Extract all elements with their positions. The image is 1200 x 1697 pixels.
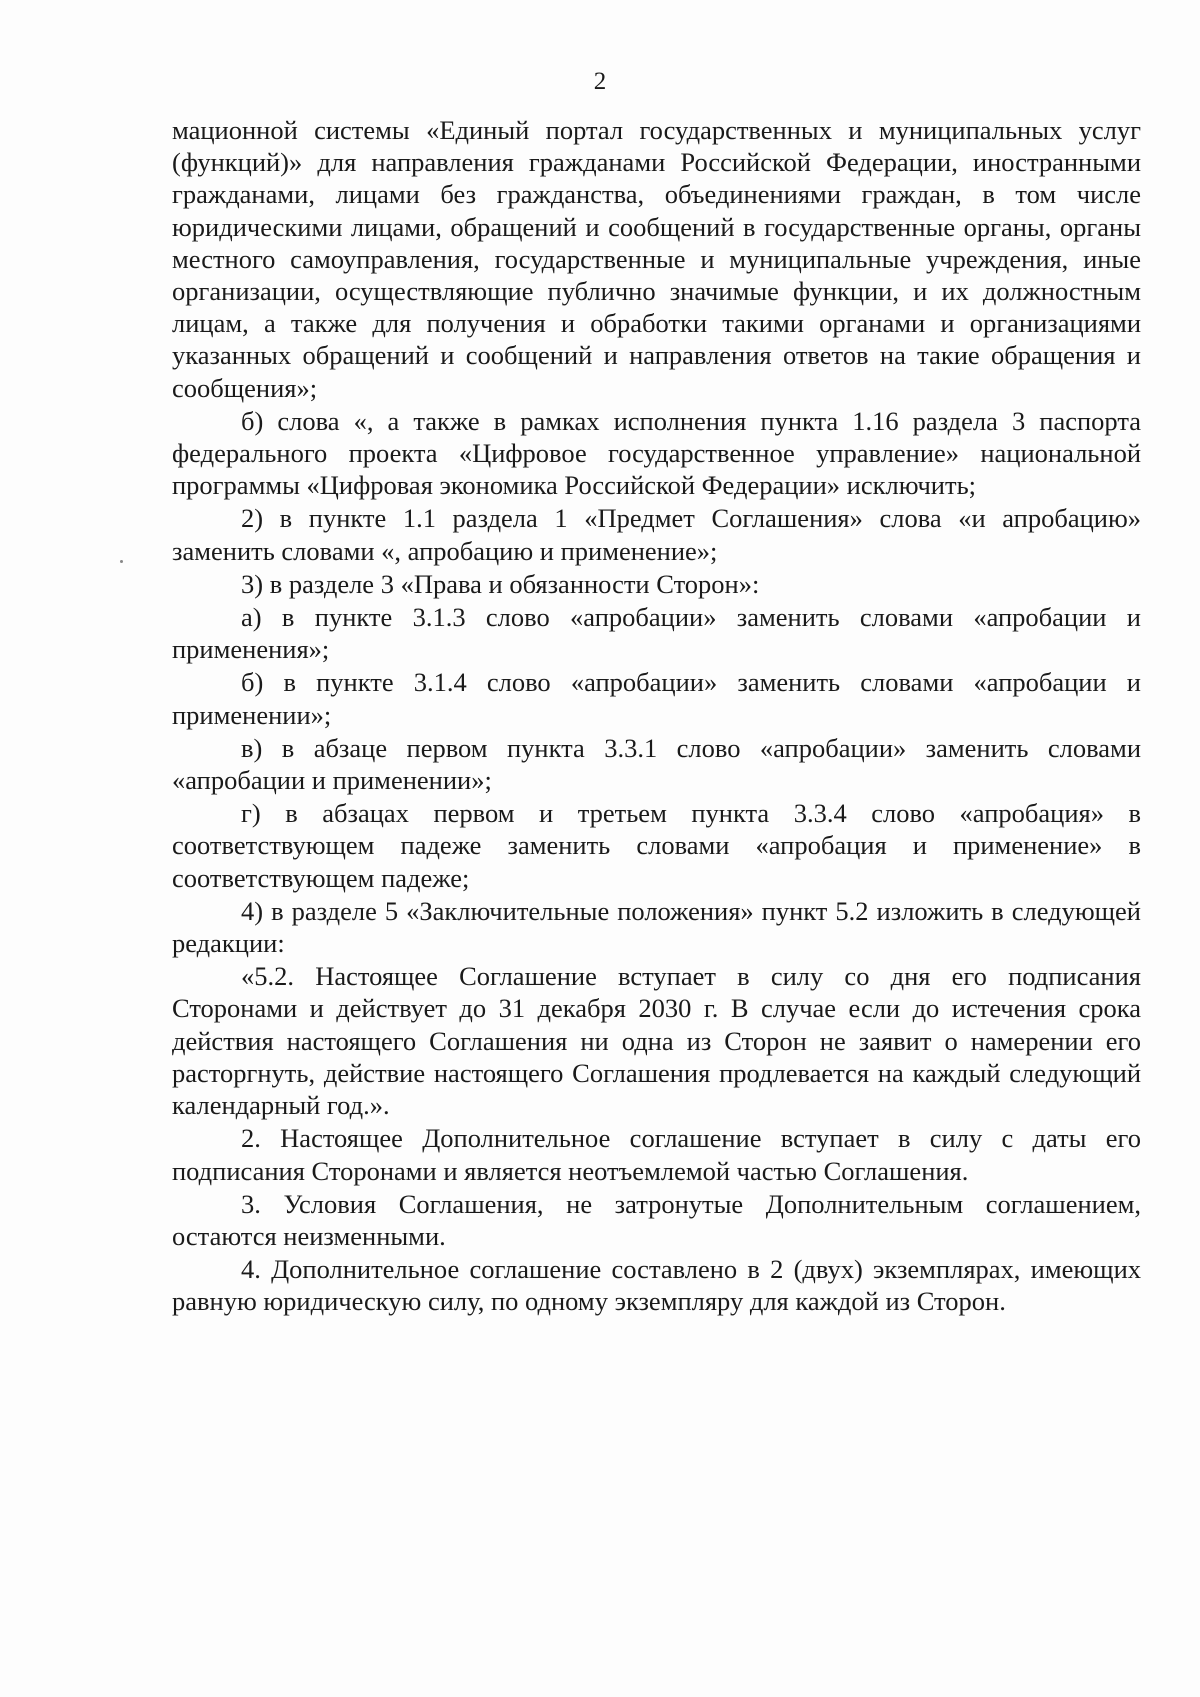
- paragraph-quote-5-2: «5.2. Настоящее Соглашение вступает в силу со дня его подписания Сторонами и действует до 31 декабря 2030 г. В случае если до истечения срока действия настоящего Соглашения ни одна из Сторон не заявит о намерении его расторгнуть, действие настоящего Соглашения продлевается на каждый следующий календарный год.».: [172, 961, 1141, 1121]
- paragraph-item-4: 4) в разделе 5 «Заключительные положения» пункт 5.2 изложить в следующей редакции:: [172, 895, 1141, 959]
- paragraph-clause-4: 4. Дополнительное соглашение составлено в 2 (двух) экземплярах, имеющих равную юридическую силу, по одному экземпляру для каждой из Сторон.: [172, 1254, 1141, 1317]
- paragraph-item-3: 3) в разделе 3 «Права и обязанности Сторон»:: [241, 568, 760, 599]
- scan-speck: [120, 560, 123, 563]
- paragraph-subitem-a: а) в пункте 3.1.3 слово «апробации» заменить словами «апробации и применения»;: [172, 602, 1141, 665]
- paragraph-subitem-b-1: б) слова «, а также в рамках исполнения пункта 1.16 раздела 3 паспорта федерального проекта «Цифровое государственное управление» национальной программы «Цифровая экономика Российской Федерации» исключить;: [172, 405, 1141, 501]
- paragraph-item-2: 2) в пункте 1.1 раздела 1 «Предмет Соглашения» слова «и апробацию» заменить словами «, апробацию и применение»;: [172, 503, 1141, 566]
- paragraph-subitem-g: г) в абзацах первом и третьем пункта 3.3.4 слово «апробация» в соответствующем падеже заменить словами «апробация и применение» в соответствующем падеже;: [172, 798, 1141, 893]
- paragraph-clause-2: 2. Настоящее Дополнительное соглашение вступает в силу с даты его подписания Сторонами и является неотъемлемой частью Соглашения.: [172, 1123, 1141, 1186]
- paragraph-continuation: мационной системы «Единый портал государственных и муниципальных услуг (функций)» для направления гражданами Российской Федерации, иностранными гражданами, лицами без гражданства, объединениями граждан, в том числе юридическими лицами, обращений и сообщений в государственные органы, органы местного самоуправления, государственные и муниципальные учреждения, иные организации, осуществляющие публично значимые функции, и их должностным лицам, а также для получения и обработки такими органами и организациями указанных обращений и сообщений и направления ответов на такие обращения и сообщения»;: [172, 115, 1141, 403]
- paragraph-clause-3: 3. Условия Соглашения, не затронутые Дополнительным соглашением, остаются неизменными.: [172, 1188, 1141, 1251]
- paragraph-subitem-b-2: б) в пункте 3.1.4 слово «апробации» заменить словами «апробации и применении»;: [172, 667, 1141, 730]
- document-body: [172, 114, 1141, 1318]
- page-number: 2: [593, 68, 607, 95]
- paragraph-subitem-v: в) в абзаце первом пункта 3.3.1 слово «апробации» заменить словами «апробации и применении»;: [172, 732, 1141, 796]
